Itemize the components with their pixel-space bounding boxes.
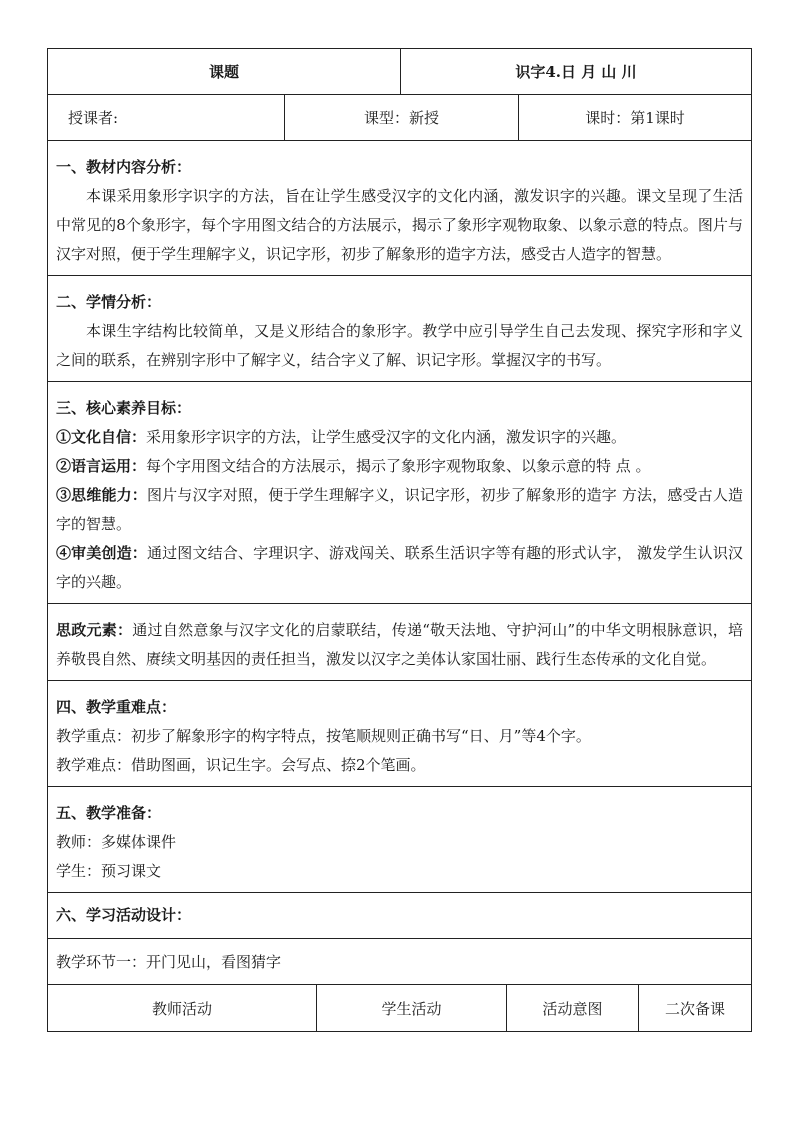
design-section (48, 893, 751, 939)
topic-label: 课题 (208, 63, 239, 81)
goal-text: 图片与汉字对照，便于学生理解字义，识记字形，初步了解象形的造字 方法，感受古人造字的智慧。 (56, 486, 743, 533)
col-secondary-prep: 二次备课 (638, 985, 751, 1031)
analysis-section (48, 141, 751, 276)
activity-table-header (48, 985, 751, 1031)
ideology-label: 思政元素： (56, 621, 133, 639)
title-row (48, 49, 751, 95)
ideology-paragraph (56, 616, 743, 674)
lesson-period: 课时：第1课时 (518, 95, 751, 140)
prep-heading: 五、教学准备： (56, 804, 162, 822)
goals-section (48, 382, 751, 604)
ideology-text: 通过自然意象与汉字文化的启蒙联结，传递“敬天法地、守护河山”的中华文明根脉意识，培养敬畏自然、赓续文明基因的责任担当，激发以汉字之美体认家国壮丽、践行生态传承的文化自觉。 (56, 621, 743, 668)
stage-text: 教学环节一：开门见山，看图猜字 (56, 953, 282, 971)
goal-label: ②语言运用： (56, 457, 147, 475)
students-heading: 二、学情分析： (56, 293, 162, 311)
col-activity-intent: 活动意图 (506, 985, 638, 1031)
goal-text: 通过图文结合、字理识字、游戏闯关、联系生活识字等有趣的形式认字， 激发学生认识汉字的兴趣。 (56, 544, 743, 591)
goal-text: 每个字用图文结合的方法展示，揭示了象形字观物取象、以象示意的特 点 。 (146, 457, 651, 475)
col-teacher-activity: 教师活动 (151, 999, 212, 1018)
goal-item (56, 452, 743, 481)
teacher-field: 授课者: (68, 109, 119, 127)
teaching-focus: 教学重点：初步了解象形字的构字特点，按笔顺规则正确书写“日、月”等4个字。 (56, 727, 591, 745)
prep-teacher: 教师：多媒体课件 (56, 833, 177, 851)
ideology-section (48, 604, 751, 681)
topic-value: 识字4.日 月 山 川 (400, 49, 751, 94)
lesson-plan-table (47, 48, 752, 1032)
key-points-section (48, 681, 751, 787)
stage-row (48, 939, 751, 985)
analysis-heading: 一、教材内容分析： (56, 158, 192, 176)
info-row (48, 95, 751, 141)
teaching-difficulty: 教学难点：借助图画，识记生字。会写点、捺2个笔画。 (56, 756, 426, 774)
design-heading: 六、学习活动设计： (56, 906, 192, 924)
students-section (48, 276, 751, 382)
goal-label: ④审美创造： (56, 544, 147, 562)
goal-label: ③思维能力： (56, 486, 147, 504)
goal-item (56, 539, 743, 597)
prep-student: 学生：预习课文 (56, 862, 162, 880)
goal-label: ①文化自信： (56, 428, 147, 446)
analysis-body: 本课采用象形字识字的方法，旨在让学生感受汉字的文化内涵，激发识字的兴趣。课文呈现了生活中常见的8个象形字，每个字用图文结合的方法展示，揭示了象形字观物取象、以象示意的特点。图片与汉字对照，便于学生理解字义，识记字形，初步了解象形的造字方法，感受古人造字的智慧。 (56, 187, 743, 263)
lesson-type: 课型：新授 (284, 95, 518, 140)
key-points-heading: 四、教学重难点： (56, 698, 177, 716)
goal-item (56, 423, 743, 452)
goals-heading: 三、核心素养目标： (56, 399, 192, 417)
students-body: 本课生字结构比较简单，又是义形结合的象形字。教学中应引导学生自己去发现、探究字形和字义之间的联系，在辨别字形中了解字义，结合字义了解、识记字形。掌握汉字的书写。 (56, 322, 743, 369)
prep-section (48, 787, 751, 893)
goal-item (56, 481, 743, 539)
col-student-activity: 学生活动 (316, 985, 506, 1031)
goal-text: 采用象形字识字的方法，让学生感受汉字的文化内涵，激发识字的兴趣。 (146, 428, 627, 446)
